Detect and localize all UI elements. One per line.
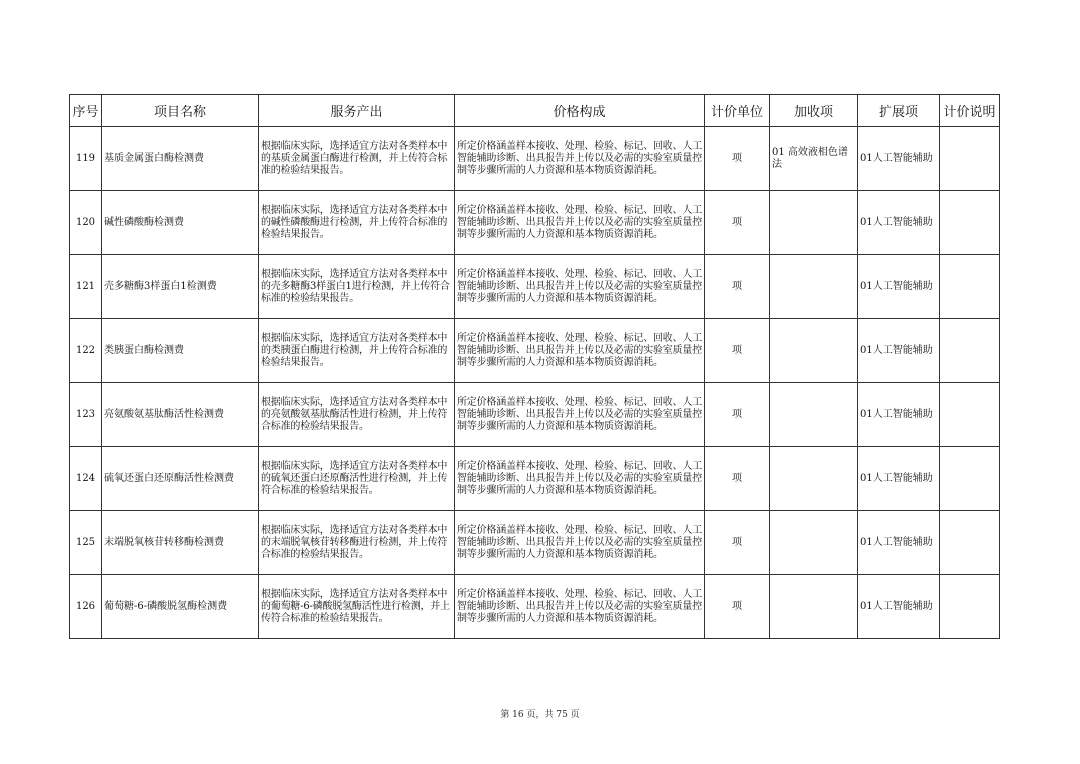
header-unit: 计价单位 — [705, 95, 770, 127]
cell-unit: 项 — [705, 383, 770, 447]
cell-seq: 126 — [70, 575, 102, 639]
cell-surcharge — [770, 255, 858, 319]
cell-unit: 项 — [705, 511, 770, 575]
header-extension: 扩展项 — [858, 95, 940, 127]
cell-name: 基质金属蛋白酶检测费 — [102, 127, 259, 191]
cell-service-output: 根据临床实际，选择适宜方法对各类样本中的葡萄糖-6-磷酸脱氢酶活性进行检测，并上传符合标准的检验结果报告。 — [259, 575, 455, 639]
cell-name: 葡萄糖-6-磷酸脱氢酶检测费 — [102, 575, 259, 639]
table-row — [70, 575, 1000, 639]
table-row — [70, 447, 1000, 511]
page-number: 第 16 页，共 75 页 — [500, 710, 580, 720]
cell-extension: 01人工智能辅助 — [858, 127, 940, 191]
cell-name: 亮氨酸氨基肽酶活性检测费 — [102, 383, 259, 447]
header-price-composition: 价格构成 — [455, 95, 705, 127]
cell-price-composition: 所定价格涵盖样本接收、处理、检验、标记、回收、人工智能辅助诊断、出具报告并上传以及必需的实验室质量控制等步骤所需的人力资源和基本物质资源消耗。 — [455, 191, 705, 255]
cell-surcharge — [770, 383, 858, 447]
cell-unit: 项 — [705, 319, 770, 383]
cell-seq: 121 — [70, 255, 102, 319]
cell-unit: 项 — [705, 127, 770, 191]
cell-service-output: 根据临床实际，选择适宜方法对各类样本中的基质金属蛋白酶进行检测，并上传符合标准的检验结果报告。 — [259, 127, 455, 191]
table-row — [70, 319, 1000, 383]
cell-service-output: 根据临床实际，选择适宜方法对各类样本中的碱性磷酸酶进行检测，并上传符合标准的检验结果报告。 — [259, 191, 455, 255]
cell-price-note — [940, 255, 1000, 319]
cell-service-output: 根据临床实际，选择适宜方法对各类样本中的类胰蛋白酶进行检测，并上传符合标准的检验结果报告。 — [259, 319, 455, 383]
table-row — [70, 191, 1000, 255]
table-row — [70, 255, 1000, 319]
cell-price-note — [940, 575, 1000, 639]
cell-unit: 项 — [705, 447, 770, 511]
cell-name: 壳多糖酶3样蛋白1检测费 — [102, 255, 259, 319]
table-row — [70, 127, 1000, 191]
cell-price-composition: 所定价格涵盖样本接收、处理、检验、标记、回收、人工智能辅助诊断、出具报告并上传以及必需的实验室质量控制等步骤所需的人力资源和基本物质资源消耗。 — [455, 127, 705, 191]
cell-service-output: 根据临床实际，选择适宜方法对各类样本中的末端脱氧核苷转移酶进行检测，并上传符合标准的检验结果报告。 — [259, 511, 455, 575]
header-service-output: 服务产出 — [259, 95, 455, 127]
cell-price-note — [940, 383, 1000, 447]
header-row — [70, 95, 1000, 127]
cell-price-note — [940, 191, 1000, 255]
cell-price-note — [940, 319, 1000, 383]
cell-surcharge — [770, 191, 858, 255]
cell-service-output: 根据临床实际，选择适宜方法对各类样本中的亮氨酸氨基肽酶活性进行检测，并上传符合标准的检验结果报告。 — [259, 383, 455, 447]
cell-seq: 119 — [70, 127, 102, 191]
cell-surcharge — [770, 447, 858, 511]
cell-service-output: 根据临床实际，选择适宜方法对各类样本中的硫氧还蛋白还原酶活性进行检测，并上传符合标准的检验结果报告。 — [259, 447, 455, 511]
cell-seq: 122 — [70, 319, 102, 383]
cell-extension: 01人工智能辅助 — [858, 511, 940, 575]
cell-name: 碱性磷酸酶检测费 — [102, 191, 259, 255]
cell-price-composition: 所定价格涵盖样本接收、处理、检验、标记、回收、人工智能辅助诊断、出具报告并上传以及必需的实验室质量控制等步骤所需的人力资源和基本物质资源消耗。 — [455, 319, 705, 383]
cell-seq: 120 — [70, 191, 102, 255]
cell-extension: 01人工智能辅助 — [858, 255, 940, 319]
header-seq: 序号 — [70, 95, 102, 127]
cell-price-composition: 所定价格涵盖样本接收、处理、检验、标记、回收、人工智能辅助诊断、出具报告并上传以及必需的实验室质量控制等步骤所需的人力资源和基本物质资源消耗。 — [455, 575, 705, 639]
cell-unit: 项 — [705, 255, 770, 319]
table-row — [70, 511, 1000, 575]
cell-price-composition: 所定价格涵盖样本接收、处理、检验、标记、回收、人工智能辅助诊断、出具报告并上传以及必需的实验室质量控制等步骤所需的人力资源和基本物质资源消耗。 — [455, 255, 705, 319]
cell-service-output: 根据临床实际，选择适宜方法对各类样本中的壳多糖酶3样蛋白1进行检测，并上传符合标准的检验结果报告。 — [259, 255, 455, 319]
cell-seq: 125 — [70, 511, 102, 575]
cell-surcharge — [770, 319, 858, 383]
cell-price-note — [940, 447, 1000, 511]
cell-unit: 项 — [705, 575, 770, 639]
cell-surcharge — [770, 575, 858, 639]
cell-extension: 01人工智能辅助 — [858, 447, 940, 511]
cell-name: 硫氧还蛋白还原酶活性检测费 — [102, 447, 259, 511]
cell-surcharge: 01 高效液相色谱法 — [770, 127, 858, 191]
cell-price-note — [940, 127, 1000, 191]
table-row — [70, 383, 1000, 447]
cell-price-composition: 所定价格涵盖样本接收、处理、检验、标记、回收、人工智能辅助诊断、出具报告并上传以及必需的实验室质量控制等步骤所需的人力资源和基本物质资源消耗。 — [455, 511, 705, 575]
cell-price-composition: 所定价格涵盖样本接收、处理、检验、标记、回收、人工智能辅助诊断、出具报告并上传以及必需的实验室质量控制等步骤所需的人力资源和基本物质资源消耗。 — [455, 383, 705, 447]
cell-surcharge — [770, 511, 858, 575]
cell-name: 类胰蛋白酶检测费 — [102, 319, 259, 383]
cell-seq: 124 — [70, 447, 102, 511]
header-surcharge: 加收项 — [770, 95, 858, 127]
header-name: 项目名称 — [102, 95, 259, 127]
cell-extension: 01人工智能辅助 — [858, 575, 940, 639]
cell-extension: 01人工智能辅助 — [858, 383, 940, 447]
fee-table — [69, 94, 1000, 639]
cell-extension: 01人工智能辅助 — [858, 319, 940, 383]
cell-unit: 项 — [705, 191, 770, 255]
cell-price-note — [940, 511, 1000, 575]
cell-price-composition: 所定价格涵盖样本接收、处理、检验、标记、回收、人工智能辅助诊断、出具报告并上传以及必需的实验室质量控制等步骤所需的人力资源和基本物质资源消耗。 — [455, 447, 705, 511]
cell-extension: 01人工智能辅助 — [858, 191, 940, 255]
cell-name: 末端脱氧核苷转移酶检测费 — [102, 511, 259, 575]
cell-seq: 123 — [70, 383, 102, 447]
header-price-note: 计价说明 — [940, 95, 1000, 127]
